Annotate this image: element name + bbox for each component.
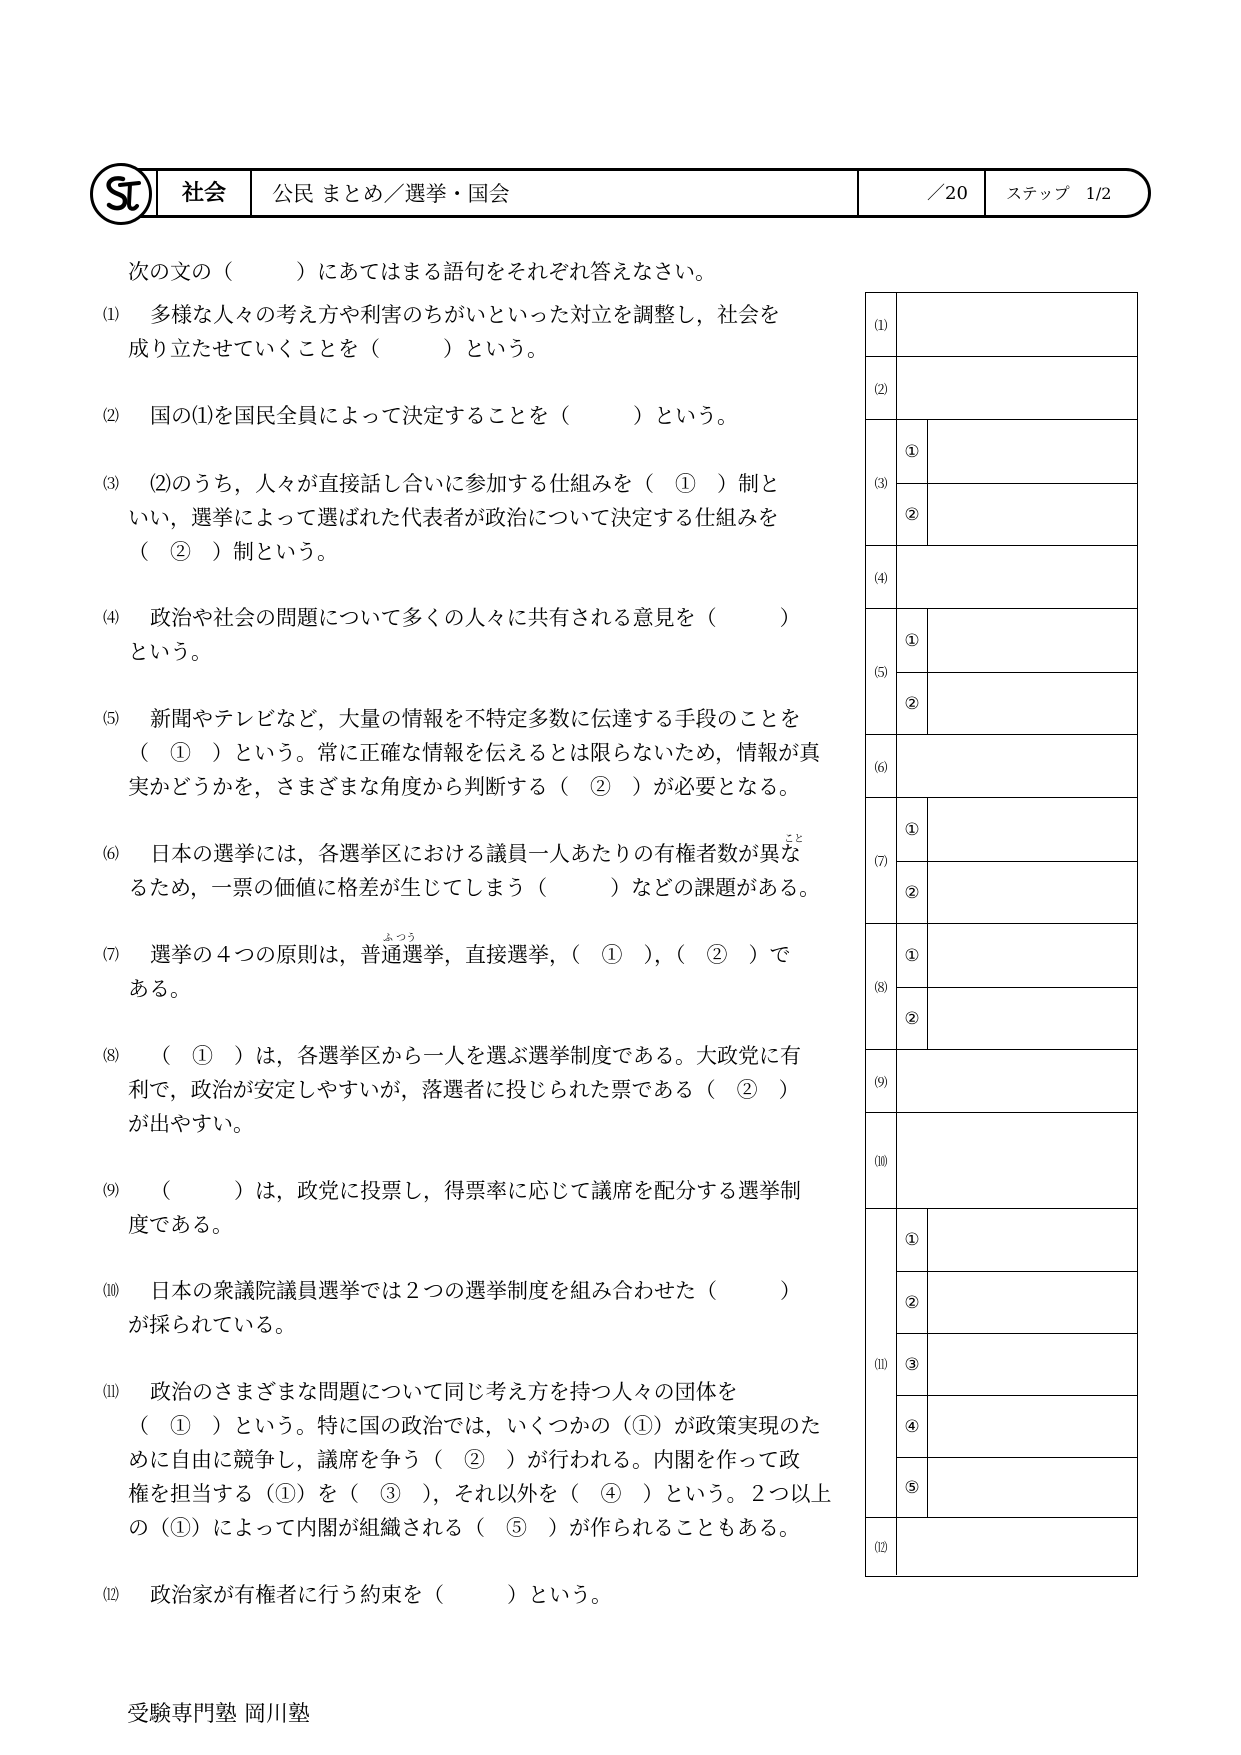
subject-label: 社会 [181, 181, 226, 206]
question-number: ⑸ [103, 709, 120, 728]
question-line: いい，選挙によって選ばれた代表者が政治について決定する仕組みを [128, 506, 779, 530]
header-divider [156, 171, 158, 215]
answer-row-label: ⑼ [866, 1050, 897, 1112]
question-number: ⑴ [103, 305, 120, 324]
question-10 [103, 1274, 833, 1342]
answer-row-label: ⑵ [866, 357, 897, 419]
question-line: 政治や社会の問題について多くの人々に共有される意見を（ ） [150, 606, 801, 630]
answer-sub-label: ① [897, 798, 928, 861]
answer-sub-label: ⑤ [897, 1458, 928, 1518]
question-line: 国の⑴を国民全員によって決定することを（ ）という。 [150, 404, 738, 428]
question-5 [103, 702, 833, 804]
question-2 [103, 399, 833, 433]
question-line: （ ① ）という。特に国の政治では，いくつかの（①）が政策実現のた [128, 1414, 821, 1438]
question-number: ⑻ [103, 1046, 120, 1065]
answer-row [866, 356, 1137, 419]
question-line: 多様な人々の考え方や利害のちがいといった対立を調整し，社会を [150, 303, 780, 327]
question-line: の（①）によって内閣が組織される（ ⑤ ）が作られることもある。 [128, 1516, 800, 1540]
footer-brand: 受験専門塾 岡川塾 [127, 1702, 310, 1727]
answer-cell[interactable] [897, 1395, 1137, 1457]
question-line: が出やすい。 [128, 1112, 254, 1136]
answer-row-label: ⑴ [866, 293, 897, 356]
answer-row [866, 1208, 1137, 1517]
answer-row-label: ⑷ [866, 546, 897, 608]
answer-row-label: ⑶ [866, 420, 897, 545]
question-line: めに自由に競争し，議席を争う（ ② ）が行われる。内閣を作って政 [128, 1448, 800, 1472]
question-12 [103, 1578, 833, 1612]
question-line: 度である。 [128, 1213, 233, 1237]
question-number: ⑿ [103, 1585, 120, 1604]
answer-row-label: ⑻ [866, 924, 897, 1049]
question-line: 新聞やテレビなど，大量の情報を不特定多数に伝達する手段のことを [150, 707, 801, 731]
header-divider [984, 171, 986, 215]
answer-table [865, 292, 1138, 1577]
answer-sub-label: ① [897, 420, 928, 483]
answer-row [866, 608, 1137, 734]
answer-cell[interactable] [897, 420, 1137, 483]
question-number: ⑶ [103, 474, 120, 493]
question-11 [103, 1375, 833, 1545]
question-number: ⑾ [103, 1382, 120, 1401]
answer-cell[interactable] [897, 483, 1137, 546]
question-1 [103, 298, 833, 366]
step-label: ステップ 1/2 [1006, 184, 1112, 203]
answer-cell[interactable] [897, 1457, 1137, 1518]
question-line: （ ① ）という。常に正確な情報を伝えるとは限らないため，情報が真 [128, 741, 821, 765]
answer-row-label: ⑽ [866, 1113, 897, 1208]
question-line: 日本の選挙には，各選挙区における議員一人あたりの有権者数が異な [150, 842, 801, 866]
question-7 [103, 938, 833, 1006]
question-line: 選挙の４つの原則は，普通選挙，直接選挙，（ ① ），（ ② ）で [150, 943, 791, 967]
answer-sub-label: ② [897, 988, 928, 1050]
answer-row [866, 797, 1137, 923]
answer-cell[interactable] [897, 1333, 1137, 1395]
question-line: ⑵のうち，人々が直接話し合いに参加する仕組みを（ ① ）制と [150, 472, 780, 496]
question-line: （ ① ）は，各選挙区から一人を選ぶ選挙制度である。大政党に有 [150, 1044, 801, 1068]
answer-row [866, 1112, 1137, 1208]
header-divider [857, 171, 859, 215]
question-line: 政治家が有権者に行う約束を（ ）という。 [150, 1583, 612, 1607]
answer-sub-label: ③ [897, 1334, 928, 1395]
answer-row-label: ⑿ [866, 1518, 897, 1575]
question-line: 政治のさまざまな問題について同じ考え方を持つ人々の団体を [150, 1380, 738, 1404]
ruby-annotation: こと [784, 834, 804, 845]
question-line: 日本の衆議院議員選挙では２つの選挙制度を組み合わせた（ ） [150, 1279, 801, 1303]
answer-sub-label: ② [897, 862, 928, 924]
answer-cell[interactable] [897, 924, 1137, 987]
question-number: ⑹ [103, 844, 120, 863]
question-line: 成り立たせていくことを（ ）という。 [128, 337, 548, 361]
question-number: ⑷ [103, 608, 120, 627]
answer-sub-label: ① [897, 1209, 928, 1271]
question-number: ⑵ [103, 406, 120, 425]
answer-row [866, 545, 1137, 608]
answer-row [866, 923, 1137, 1049]
answer-sub-label: ② [897, 1272, 928, 1333]
ruby-annotation: ふ つう [383, 933, 417, 944]
question-4 [103, 601, 833, 669]
question-line: るため，一票の価値に格差が生じてしまう（ ）などの課題がある。 [128, 876, 821, 900]
answer-row [866, 1517, 1137, 1575]
answer-cell[interactable] [897, 987, 1137, 1050]
question-6 [103, 837, 833, 905]
answer-sub-label: ① [897, 609, 928, 672]
answer-cell[interactable] [897, 672, 1137, 735]
st-logo-icon [90, 163, 152, 225]
question-line: ある。 [128, 977, 191, 1001]
instruction-text: 次の文の（ ）にあてはまる語句をそれぞれ答えなさい。 [128, 260, 716, 284]
answer-sub-label: ④ [897, 1396, 928, 1457]
question-number: ⑽ [103, 1281, 120, 1300]
answer-row [866, 734, 1137, 797]
question-8 [103, 1039, 833, 1141]
answer-sub-label: ② [897, 673, 928, 735]
answer-row [866, 293, 1137, 356]
question-9 [103, 1174, 833, 1242]
header-divider [250, 171, 252, 215]
score-label: ／20 [927, 183, 968, 204]
question-line: が採られている。 [128, 1313, 296, 1337]
answer-cell[interactable] [897, 798, 1137, 861]
answer-row-label: ⑾ [866, 1209, 897, 1517]
question-line: 実かどうかを，さまざまな角度から判断する（ ② ）が必要となる。 [128, 775, 800, 799]
question-number: ⑺ [103, 945, 120, 964]
question-line: 利で，政治が安定しやすいが，落選者に投じられた票である（ ② ） [128, 1078, 800, 1102]
question-line: という。 [128, 640, 212, 664]
answer-sub-label: ② [897, 484, 928, 546]
question-3 [103, 467, 833, 569]
question-number: ⑼ [103, 1181, 120, 1200]
answer-row-label: ⑺ [866, 798, 897, 923]
answer-row [866, 419, 1137, 545]
question-line: （ ）は，政党に投票し，得票率に応じて議席を配分する選挙制 [150, 1179, 801, 1203]
question-line: （ ② ）制という。 [128, 540, 338, 564]
page-title: 公民 まとめ／選挙・国会 [272, 182, 510, 206]
answer-cell[interactable] [897, 1271, 1137, 1333]
answer-row-label: ⑹ [866, 735, 897, 797]
answer-cell[interactable] [897, 861, 1137, 924]
answer-sub-label: ① [897, 924, 928, 987]
answer-row [866, 1049, 1137, 1112]
answer-row-label: ⑸ [866, 609, 897, 734]
question-line: 権を担当する（①）を（ ③ ），それ以外を（ ④ ）という。２つ以上 [128, 1482, 832, 1506]
answer-cell[interactable] [897, 609, 1137, 672]
answer-cell[interactable] [897, 1209, 1137, 1271]
